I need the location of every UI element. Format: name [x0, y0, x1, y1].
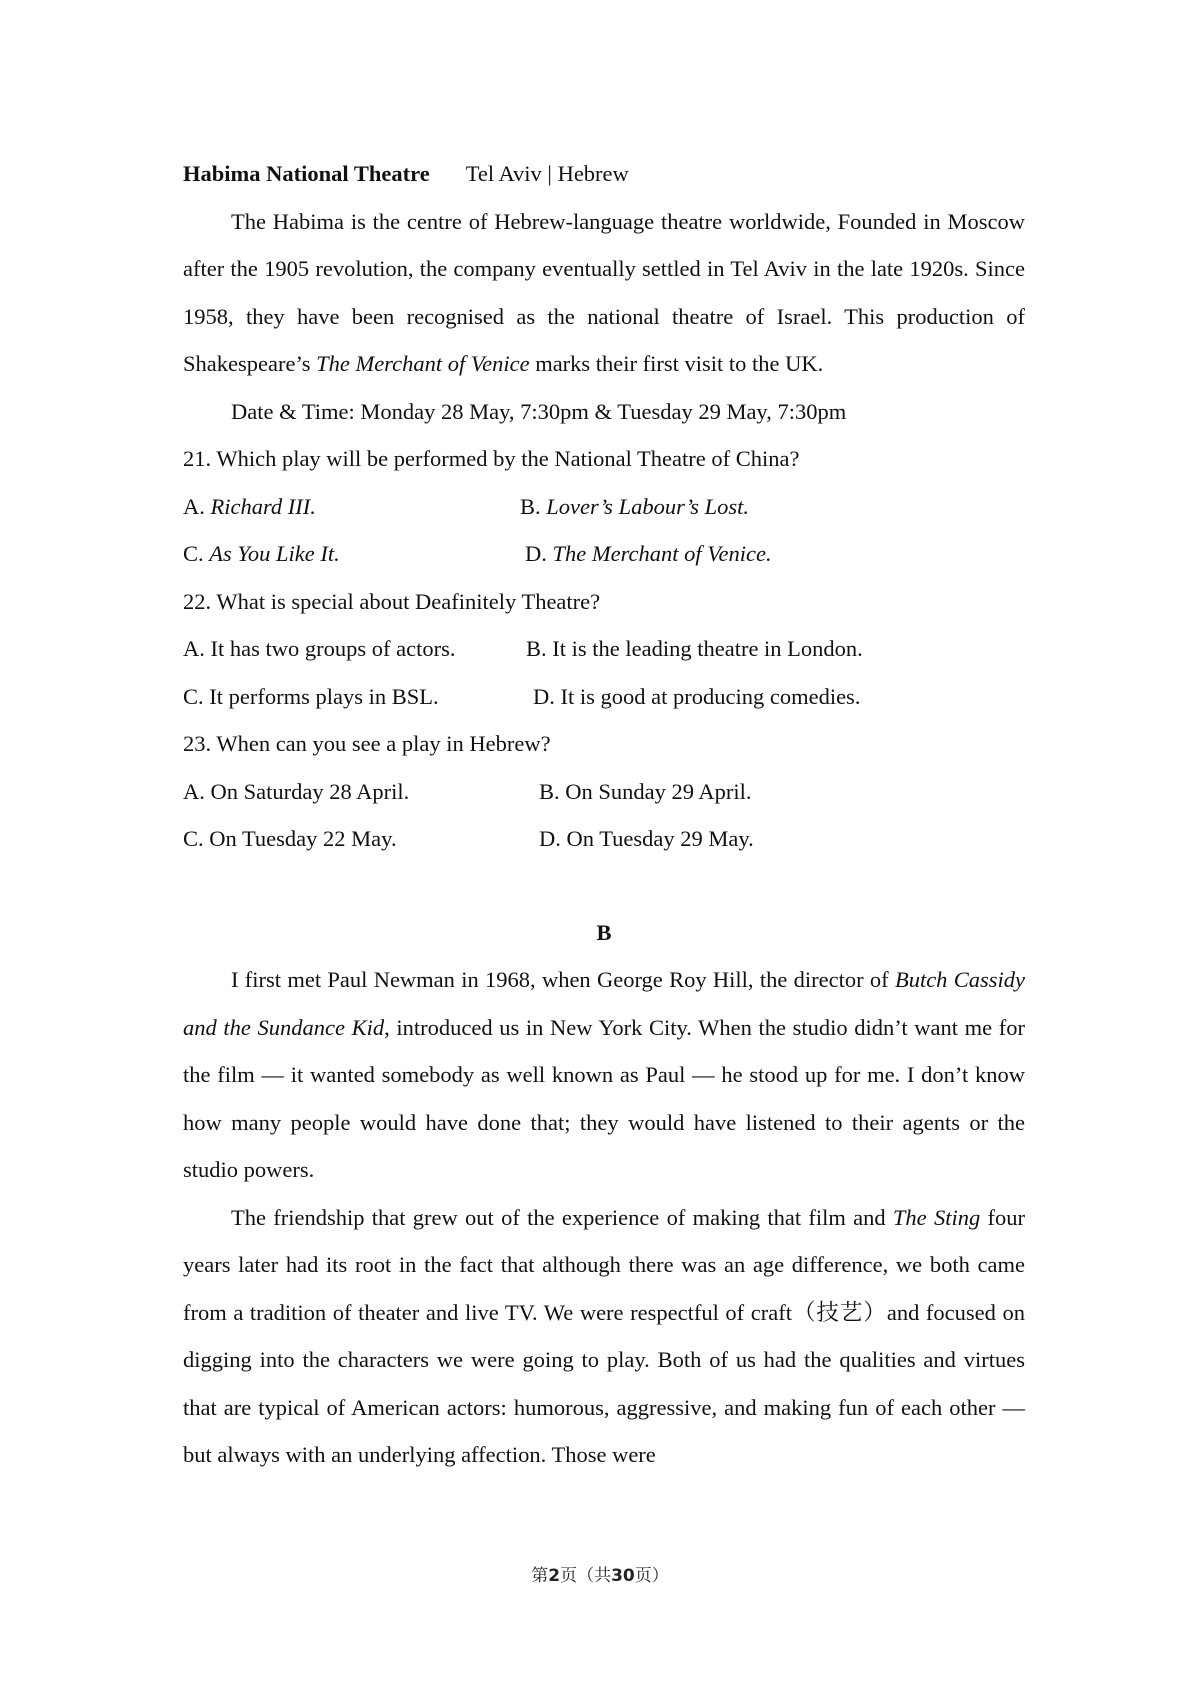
section-b-paragraph-1	[183, 956, 1025, 1194]
theatre-meta: Tel Aviv | Hebrew	[465, 161, 629, 186]
option-letter: C.	[183, 541, 210, 566]
option-letter: A.	[183, 636, 211, 661]
option-letter: C.	[183, 683, 210, 709]
footer-prefix: 第	[531, 1566, 549, 1586]
section-b-heading: B	[596, 919, 612, 945]
page-footer	[0, 1561, 1200, 1586]
question-21-stem: 21. Which play will be performed by the National Theatre of China?	[183, 446, 800, 471]
question-21-options-row-1	[183, 483, 1025, 531]
option-text: It is good at producing comedies.	[560, 683, 861, 709]
option-letter: B.	[539, 778, 566, 804]
option-text: It has two groups of actors.	[210, 636, 456, 661]
paragraph-2-text-b: four years later had its root in the fact that although there was an age difference, we both came from a tradition of theater and live TV. We were respectful of craft（技艺）and focused on digging into the characters we were going to play. Both of us had the qualities and virtues that are typical of American actors: humorous, aggressive, and making fun of each other — but always with an underlying affection. Those were	[183, 1204, 1025, 1467]
question-22-options-row-1	[183, 625, 1025, 673]
footer-middle: 页（共	[560, 1566, 612, 1586]
option-letter: B.	[520, 493, 547, 519]
question-22-stem: 22. What is special about Deafinitely Theatre?	[183, 588, 601, 614]
theatre-description-text-1: The Habima is the centre of Hebrew-language theatre worldwide, Founded in Moscow after the 1905 revolution, the company eventually settled in Tel Aviv in the late 1920s. Since 1958, they have been recognised as the national theatre of Israel. This production of Shakespeare’s	[183, 208, 1025, 376]
question-23-option-a[interactable]	[183, 768, 409, 816]
option-text: On Tuesday 22 May.	[209, 826, 397, 851]
question-23-options-row-2	[183, 815, 1025, 863]
footer-suffix: 页）	[634, 1566, 669, 1586]
theatre-description	[183, 198, 1025, 388]
question-21-option-c[interactable]	[183, 530, 340, 578]
question-21-option-a[interactable]	[183, 483, 316, 531]
option-letter: D.	[525, 541, 553, 566]
question-22-option-c[interactable]	[183, 673, 439, 721]
page-content	[183, 150, 1025, 1479]
question-23-option-d[interactable]	[539, 815, 754, 863]
theatre-description-text-2: marks their first visit to the UK.	[529, 351, 824, 376]
option-text: The Merchant of Venice.	[552, 541, 772, 566]
option-letter: A.	[183, 778, 211, 804]
option-letter: A.	[183, 493, 211, 519]
theatre-header	[183, 150, 1025, 198]
paragraph-1-text-a: I first met Paul Newman in 1968, when George Roy Hill, the director of	[231, 967, 895, 992]
option-text: It is the leading theatre in London.	[552, 636, 863, 661]
theatre-date-time: Date & Time: Monday 28 May, 7:30pm & Tuesday 29 May, 7:30pm	[231, 398, 847, 424]
section-b-paragraph-2	[183, 1194, 1025, 1479]
option-text: On Tuesday 29 May.	[566, 826, 754, 851]
question-21-option-d[interactable]	[525, 530, 772, 578]
option-letter: D.	[539, 826, 567, 851]
theatre-description-play: The Merchant of Venice	[316, 351, 530, 376]
option-text: Richard III.	[210, 493, 316, 519]
paragraph-1-film-title: Butch Cassidy and the Sundance Kid	[183, 967, 1025, 1040]
question-23-stem: 23. When can you see a play in Hebrew?	[183, 731, 551, 756]
question-22-option-a[interactable]	[183, 625, 455, 673]
question-23-option-b[interactable]	[539, 768, 752, 816]
question-21-options-row-2	[183, 530, 1025, 578]
option-text: On Saturday 28 April.	[210, 778, 410, 804]
option-letter: D.	[533, 683, 561, 709]
paragraph-2-film-title: The Sting	[892, 1204, 981, 1230]
theatre-name: Habima National Theatre	[183, 161, 430, 186]
footer-page-number: 2	[548, 1566, 561, 1586]
question-23-options-row-1	[183, 768, 1025, 816]
paragraph-1-text-b: , introduced us in New York City. When the studio didn’t want me for the film — it wanted somebody as well known as Paul — he stood up for me. I don’t know how many people would have done that; they would have listened to their agents or the studio powers.	[183, 1014, 1025, 1182]
question-22-option-d[interactable]	[533, 673, 860, 721]
question-22-options-row-2	[183, 673, 1025, 721]
option-text: Lover’s Labour’s Lost.	[546, 493, 750, 519]
option-letter: C.	[183, 826, 210, 851]
footer-total-pages: 30	[611, 1566, 635, 1586]
option-text: As You Like It.	[209, 541, 340, 566]
option-text: On Sunday 29 April.	[565, 778, 752, 804]
question-21-option-b[interactable]	[520, 483, 749, 531]
option-letter: B.	[526, 636, 553, 661]
paragraph-2-text-a: The friendship that grew out of the experience of making that film and	[231, 1204, 893, 1230]
question-22-option-b[interactable]	[526, 625, 863, 673]
question-23-option-c[interactable]	[183, 815, 397, 863]
option-text: It performs plays in BSL.	[209, 683, 439, 709]
